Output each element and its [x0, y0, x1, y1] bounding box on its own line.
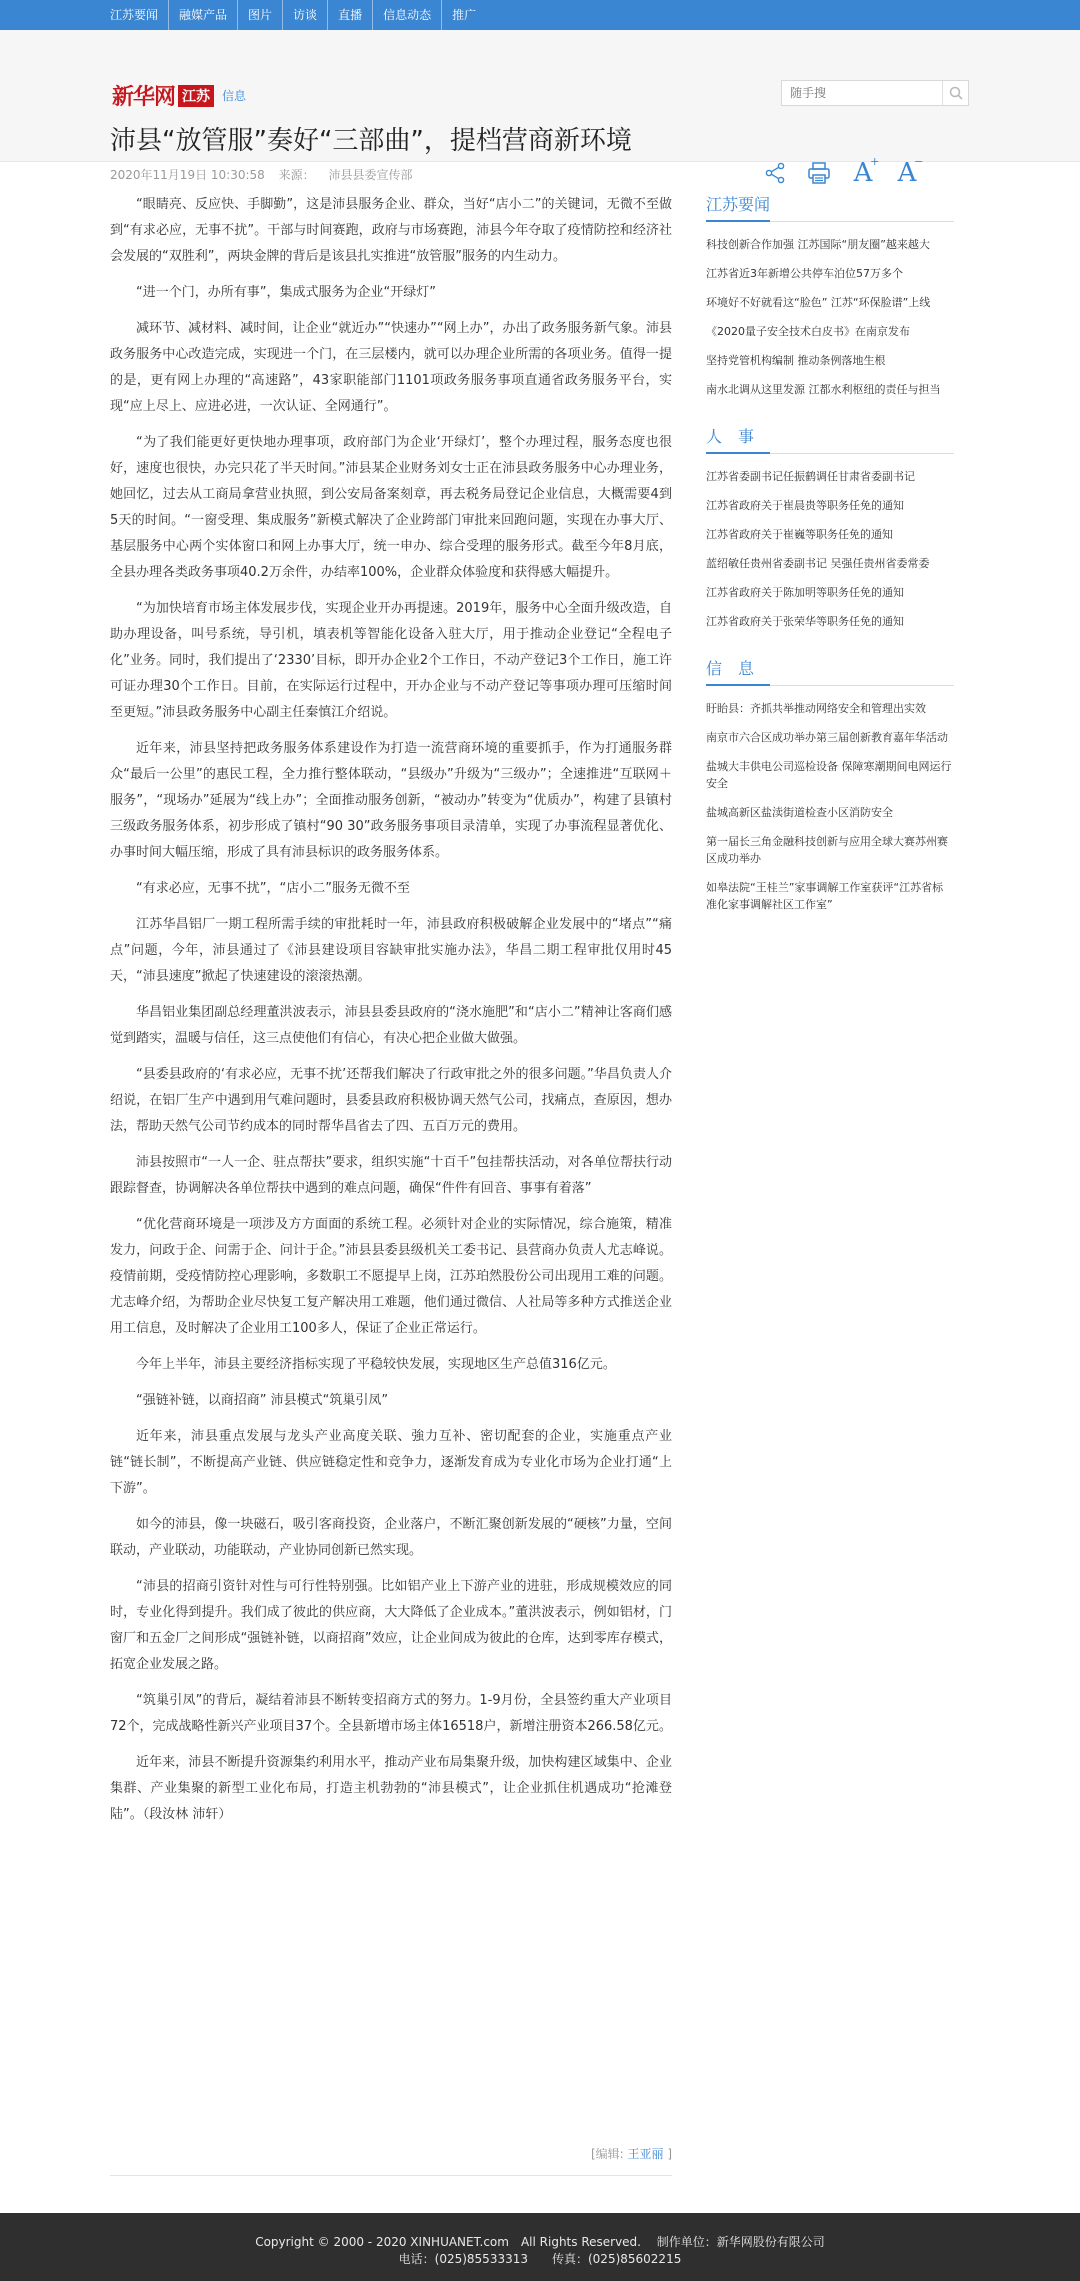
- footer-copyright: Copyright © 2000 - 2020 XINHUANET.com All Rights Reserved. 制作单位：新华网股份有限公司: [255, 2235, 825, 2249]
- article-paragraph: 今年上半年，沛县主要经济指标实现了平稳较快发展，实现地区生产总值316亿元。: [136, 1357, 616, 1372]
- share-icon: [763, 161, 787, 185]
- source-name: 沛县县委宣传部: [328, 168, 413, 182]
- sidebar-news-link[interactable]: 《2020量子安全技术白皮书》在南京发布: [706, 325, 910, 338]
- sidebar-news-link[interactable]: 坚持党管机构编制 推动条例落地生根: [706, 354, 886, 367]
- top-nav-item[interactable]: 融媒产品: [169, 0, 238, 30]
- sidebar-news-link[interactable]: 如皋法院“王桂兰”家事调解工作室获评“江苏省标准化家事调解社区工作室”: [706, 881, 944, 911]
- font-decrease-icon: A −: [897, 155, 924, 188]
- sidebar-news-link[interactable]: 江苏省政府关于张荣华等职务任免的通知: [706, 615, 904, 628]
- article-paragraph: “优化营商环境是一项涉及方方面面的系统工程。必须针对企业的实际情况，综合施策，精准发力，问政于企、问需于企、问计于企。”沛县县委县级机关工委书记、县营商办负责人尤志峰说。疫情前期，受疫情防控心理影响，多数职工不愿提早上岗，江苏珀然股份公司出现用工难的问题。尤志峰介绍，为帮助企业尽快复工复产解决用工难题，他们通过微信、人社局等多种方式推送企业用工信息，及时解决了企业用工100多人，保证了企业正常运行。: [110, 1217, 672, 1336]
- top-nav-item[interactable]: 信息动态: [373, 0, 442, 30]
- logo-channel-label[interactable]: 信息: [222, 89, 247, 103]
- editor-name[interactable]: 王亚丽: [627, 2147, 664, 2161]
- print-button[interactable]: [804, 158, 834, 188]
- search-input[interactable]: [782, 81, 942, 105]
- sidebar-news-link[interactable]: 江苏省政府关于崔巍等职务任免的通知: [706, 528, 893, 541]
- site-footer: [0, 2213, 1080, 2281]
- article-paragraph: 减环节、减材料、减时间，让企业“就近办”“快速办”“网上办”，办出了政务服务新气象。沛县政务服务中心改造完成，实现进一个门，在三层楼内，就可以办理企业所需的各项业务。值得一提的是，更有网上办理的“高速路”，43家职能部门1101项政务服务事项直通省政务服务平台，实现“应上尽上、应进必进，一次认证、全网通行”。: [110, 321, 672, 414]
- sidebar-news-link[interactable]: 南京市六合区成功举办第三届创新教育嘉年华活动: [706, 731, 948, 744]
- sidebar-news-link[interactable]: 南水北调从这里发源 江都水利枢纽的责任与担当: [706, 383, 941, 396]
- article-title: 沛县“放管服”奏好“三部曲”，提档营商新环境: [110, 126, 632, 156]
- article-body: [110, 192, 672, 1838]
- font-increase-icon: A +: [853, 155, 880, 188]
- sidebar-news-link[interactable]: 蓝绍敏任贵州省委副书记 吴强任贵州省委常委: [706, 557, 930, 570]
- article-paragraph: 沛县按照市“一人一企、驻点帮扶”要求，组织实施“十百千”包挂帮扶活动，对各单位帮扶行动跟踪督查，协调解决各单位帮扶中遇到的难点问题，确保“件件有回音、事事有着落”: [110, 1155, 672, 1196]
- top-nav-item[interactable]: 访谈: [283, 0, 328, 30]
- footer-contact: 电话：(025)85533313 传真：(025)85602215: [398, 2252, 682, 2266]
- font-decrease-button[interactable]: [892, 155, 924, 188]
- article-divider: [110, 2175, 672, 2176]
- article-paragraph: 近年来，沛县坚持把政务服务体系建设作为打造一流营商环境的重要抓手，作为打通服务群众“最后一公里”的惠民工程，全力推行整体联动，“县级办”升级为“三级办”；全速推进“互联网＋服务”，“现场办”延展为“线上办”；全面推动服务创新，“被动办”转变为“优质办”，构建了县镇村三级政务服务体系，初步形成了镇村“90 30”政务服务事项目录清单，实现了办事流程显著优化、办事时间大幅压缩，形成了具有沛县标识的政务服务体系。: [110, 741, 672, 860]
- logo-main-text: 新华网: [112, 84, 176, 110]
- sidebar-news-link[interactable]: 盱眙县：齐抓共举推动网络安全和管理出实效: [706, 702, 926, 715]
- article-paragraph: “为了我们能更好更快地办理事项，政府部门为企业‘开绿灯’，整个办理过程，服务态度也很好，速度也很快，办完只花了半天时间。”沛县某企业财务刘女士正在沛县政务服务中心办理业务，她回忆，过去从工商局拿营业执照，到公安局备案刻章，再去税务局登记企业信息，大概需要4到5天的时间。“一窗受理、集成服务”新模式解决了企业跨部门审批来回跑问题，实现在办事大厅、基层服务中心两个实体窗口和网上办事大厅，统一申办、综合受理的服务形式。截至今年8月底，全县办理各类政务事项40.2万余件，办结率100%，企业群众体验度和获得感大幅提升。: [110, 435, 672, 580]
- top-nav-item[interactable]: 直播: [328, 0, 373, 30]
- page-header: [0, 30, 1080, 188]
- editor-prefix: [编辑:: [590, 2147, 628, 2161]
- share-button[interactable]: [760, 158, 790, 188]
- source-label: 来源：: [278, 168, 315, 182]
- article-paragraph: 华昌铝业集团副总经理董洪波表示，沛县县委县政府的“浇水施肥”和“店小二”精神让客商们感觉到踏实，温暖与信任，这三点使他们有信心，有决心把企业做大做强。: [110, 1005, 672, 1046]
- editor-suffix: ]: [663, 2147, 672, 2161]
- sidebar-news-list: [706, 464, 954, 638]
- sidebar-news-list: [706, 696, 954, 921]
- site-logo[interactable]: [112, 80, 246, 111]
- font-increase-button[interactable]: [848, 155, 880, 188]
- sidebar-news-link[interactable]: 江苏省政府关于陈加明等职务任免的通知: [706, 586, 904, 599]
- sidebar-news-link[interactable]: 第一届长三角金融科技创新与应用全球大赛苏州赛区成功举办: [706, 835, 948, 865]
- top-nav-item[interactable]: 推广: [452, 8, 477, 22]
- sidebar-news-link[interactable]: 盐城大丰供电公司巡检设备 保障寒潮期间电网运行安全: [706, 760, 952, 790]
- sidebar-section-title[interactable]: 人 事: [706, 424, 954, 454]
- article-paragraph: “为加快培育市场主体发展步伐，实现企业开办再提速。2019年，服务中心全面升级改造，自助办理设备，叫号系统，导引机，填表机等智能化设备入驻大厅，用于推动企业登记“全程电子化”业务。同时，我们提出了‘2330’目标，即开办企业2个工作日，不动产登记3个工作日，施工许可证办理30个工作日。目前，在实际运行过程中，开办企业与不动产登记等事项办理可压缩时间至更短。”沛县政务服务中心副主任秦慎江介绍说。: [110, 601, 672, 720]
- sidebar-news-link[interactable]: 科技创新合作加强 江苏国际“朋友圈”越来越大: [706, 238, 930, 251]
- sidebar-news-link[interactable]: 江苏省近3年新增公共停车泊位57万多个: [706, 267, 903, 280]
- article-paragraph: “有求必应，无事不扰”，“店小二”服务无微不至: [136, 881, 410, 896]
- editor-credit: [110, 2145, 672, 2162]
- top-nav-item[interactable]: 图片: [238, 0, 283, 30]
- article-paragraph: “县委县政府的‘有求必应，无事不扰’还帮我们解决了行政审批之外的很多问题。”华昌负责人介绍说，在铝厂生产中遇到用气难问题时，县委县政府积极协调天然气公司，找痛点，查原因，想办法，帮助天然气公司节约成本的同时帮华昌省去了四、五百万元的费用。: [110, 1067, 672, 1134]
- article-paragraph: “沛县的招商引资针对性与可行性特别强。比如铝产业上下游产业的进驻，形成规模效应的同时，专业化得到提升。我们成了彼此的供应商，大大降低了企业成本。”董洪波表示，例如铝材，门窗厂和五金厂之间形成“强链补链，以商招商”效应，让企业间成为彼此的仓库，达到零库存模式，拓宽企业发展之路。: [110, 1579, 672, 1672]
- article-paragraph: 近年来，沛县不断提升资源集约利用水平，推动产业布局集聚升级，加快构建区域集中、企业集群、产业集聚的新型工业化布局，打造主机勃勃的“沛县模式”，让企业抓住机遇成功“抢滩登陆”。（段汝林 沛轩）: [110, 1755, 672, 1822]
- search-box: [781, 80, 969, 106]
- logo-region-badge: 江苏: [178, 85, 214, 107]
- sidebar: [706, 192, 954, 939]
- publish-date: 2020年11月19日 10:30:58: [110, 168, 265, 182]
- sidebar-section-title[interactable]: 信 息: [706, 656, 954, 686]
- article-tools: [760, 155, 924, 188]
- sidebar-section-title[interactable]: 江苏要闻: [706, 192, 954, 222]
- article-paragraph: “强链补链，以商招商” 沛县模式“筑巢引凤”: [136, 1393, 389, 1408]
- article-paragraph: “进一个门，办所有事”，集成式服务为企业“开绿灯”: [136, 285, 436, 300]
- sidebar-news-link[interactable]: 江苏省委副书记任振鹤调任甘肃省委副书记: [706, 470, 915, 483]
- search-icon: [949, 86, 963, 100]
- sidebar-news-link[interactable]: 盐城高新区盐渎街道检查小区消防安全: [706, 806, 893, 819]
- article-meta: [110, 166, 422, 183]
- article-paragraph: “筑巢引凤”的背后，凝结着沛县不断转变招商方式的努力。1-9月份，全县签约重大产业项目72个，完成战略性新兴产业项目37个。全县新增市场主体16518户，新增注册资本266.58亿元。: [110, 1693, 672, 1734]
- top-nav-list: [102, 0, 486, 30]
- article-paragraph: 江苏华昌铝厂一期工程所需手续的审批耗时一年，沛县政府积极破解企业发展中的“堵点”“痛点”问题，今年，沛县通过了《沛县建设项目容缺审批实施办法》，华昌二期工程审批仅用时45天，“沛县速度”掀起了快速建设的滚滚热潮。: [110, 917, 672, 984]
- sidebar-news-list: [706, 232, 954, 406]
- search-button[interactable]: [942, 81, 968, 105]
- article-paragraph: 近年来，沛县重点发展与龙头产业高度关联、強力互补、密切配套的企业，实施重点产业链“链长制”，不断提高产业链、供应链稳定性和竞争力，逐渐发育成为专业化市场为企业打通“上下游”。: [110, 1429, 672, 1496]
- printer-icon: [806, 160, 832, 186]
- sidebar-news-link[interactable]: 江苏省政府关于崔晨贵等职务任免的通知: [706, 499, 904, 512]
- sidebar-news-link[interactable]: 环境好不好就看这“脸色” 江苏“环保脸谱”上线: [706, 296, 931, 309]
- top-nav-item[interactable]: 江苏要闻: [102, 0, 169, 30]
- article-paragraph: 如今的沛县，像一块磁石，吸引客商投资，企业落户，不断汇聚创新发展的“硬核”力量，空间联动，产业联动，功能联动，产业协同创新已然实现。: [110, 1517, 672, 1558]
- top-nav-bar: [0, 0, 1080, 30]
- article-paragraph: “眼睛亮、反应快、手脚勤”，这是沛县服务企业、群众，当好“店小二”的关键词，无微不至做到“有求必应，无事不扰”。干部与时间赛跑，政府与市场赛跑，沛县今年夺取了疫情防控和经济社会发展的“双胜利”，两块金牌的背后是该县扎实推进“放管服”服务的内生动力。: [110, 197, 672, 264]
